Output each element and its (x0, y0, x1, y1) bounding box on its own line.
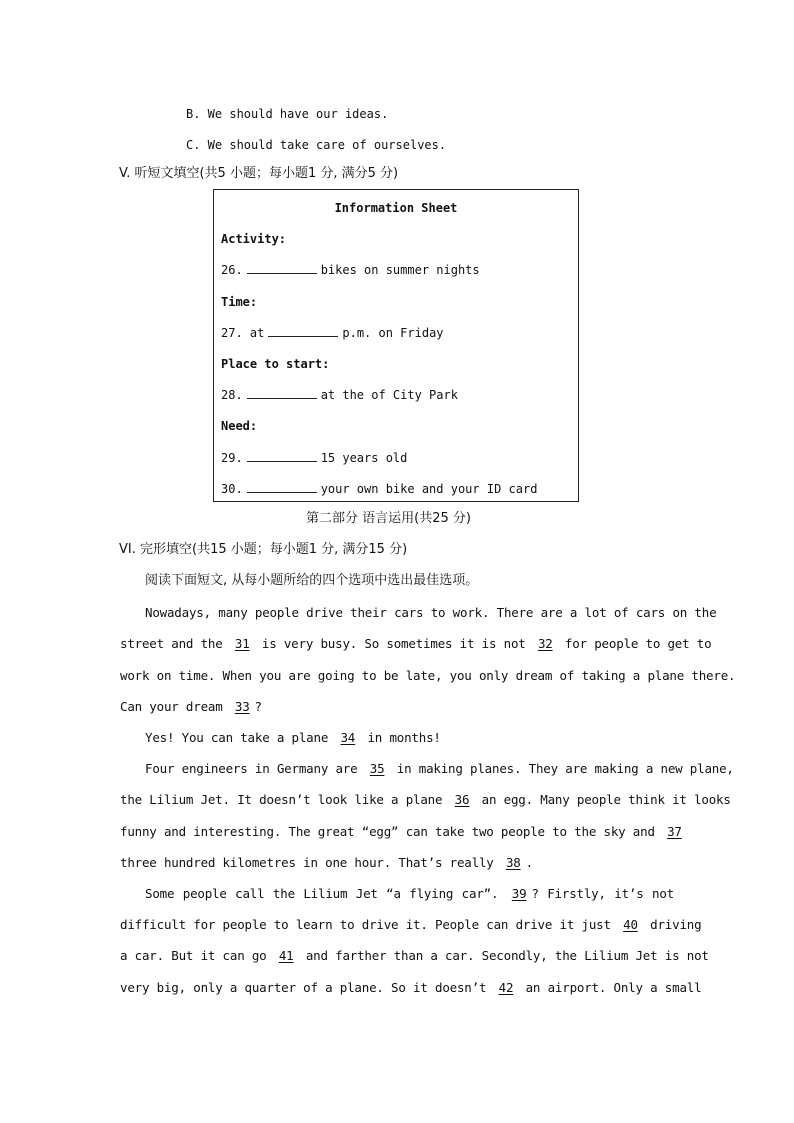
section-v-heading (119, 166, 398, 182)
q29-number: 29. (221, 451, 243, 465)
p2-text-c: for people to get to (564, 636, 712, 651)
q26-number: 26. (221, 263, 243, 277)
q30-blank (247, 482, 317, 493)
p4-text-b: ? (254, 699, 262, 714)
passage-line-9 (120, 855, 533, 871)
blank-37: 37 (667, 824, 682, 839)
passage-line-2 (120, 636, 712, 652)
question-28 (221, 387, 458, 403)
p9-text-b: . (525, 855, 533, 870)
p4-text-a: Can your dream (120, 699, 223, 714)
q30-number: 30. (221, 482, 243, 496)
passage-line-11 (120, 917, 702, 933)
p2-text-a: street and the (120, 636, 223, 651)
p12-text-b: and farther than a car. Secondly, the Lilium Jet is not (305, 948, 709, 963)
passage-line-3: work on time. When you are going to be late, you only dream of taking a plane there. (120, 668, 736, 683)
q27-text: p.m. on Friday (342, 326, 444, 340)
p9-text-a: three hundred kilometres in one hour. That’s really (120, 855, 494, 870)
blank-35: 35 (369, 761, 385, 776)
blank-33: 33 (234, 699, 250, 714)
question-26 (221, 262, 480, 278)
activity-label: Activity: (221, 232, 287, 246)
passage-line-8 (120, 824, 682, 840)
passage-line-4 (120, 699, 262, 715)
blank-38: 38 (505, 855, 521, 870)
p13-text-a: very big, only a quarter of a plane. So it doesn’t (120, 980, 487, 995)
place-label: Place to start: (221, 357, 330, 371)
section-vi-heading: VI. 完形填空(共15 小题；每小题1 分, 满分15 分) (119, 542, 408, 557)
p6-text-a: Four engineers in Germany are (145, 761, 358, 776)
p10-text-b: ? Firstly, it’s not (531, 886, 675, 901)
passage-line-13 (120, 980, 702, 996)
need-label: Need: (221, 419, 258, 433)
q29-blank (247, 451, 317, 462)
p13-text-b: an airport. Only a small (525, 980, 702, 995)
blank-41: 41 (278, 948, 294, 963)
passage-line-12 (120, 948, 709, 964)
q29-text: 15 years old (320, 451, 408, 465)
q28-text: at the of City Park (320, 388, 458, 402)
blank-39: 39 (511, 886, 527, 901)
p2-text-b: is very busy. So sometimes it is not (261, 636, 526, 651)
blank-42: 42 (498, 980, 514, 995)
blank-31: 31 (234, 636, 250, 651)
q30-text: your own bike and your ID card (320, 482, 538, 496)
q27-blank (268, 326, 338, 337)
question-30 (221, 481, 537, 497)
passage-line-6 (145, 761, 734, 777)
q28-blank (247, 388, 317, 399)
q28-number: 28. (221, 388, 243, 402)
q27-pre: at (249, 326, 265, 340)
passage-line-10 (145, 886, 674, 902)
passage-line-7 (120, 792, 731, 808)
p5-text-b: in months! (367, 730, 441, 745)
question-27 (221, 325, 444, 341)
section-v-heading-text: V. 听短文填空(共5 小题；每小题1 分, 满分5 分) (119, 166, 399, 181)
question-29 (221, 450, 407, 466)
p8-text-a: funny and interesting. The great “egg” can take two people to the sky and (120, 824, 655, 839)
info-sheet-title: Information Sheet (334, 201, 458, 215)
blank-36: 36 (454, 792, 470, 807)
passage-line-5 (145, 730, 441, 746)
blank-34: 34 (340, 730, 356, 745)
p11-text-a: difficult for people to learn to drive it. People can drive it just (120, 917, 611, 932)
q26-text: bikes on summer nights (320, 263, 480, 277)
passage-line-1: Nowadays, many people drive their cars to work. There are a lot of cars on the (145, 605, 717, 620)
p6-text-b: in making planes. They are making a new plane, (396, 761, 734, 776)
q26-blank (247, 263, 317, 274)
information-sheet (213, 189, 579, 502)
p7-text-b: an egg. Many people think it looks (481, 792, 731, 807)
section-vi-instruction: 阅读下面短文, 从每小题所给的四个选项中选出最佳选项。 (145, 573, 479, 588)
p11-text-b: driving (650, 917, 702, 932)
time-label: Time: (221, 295, 258, 309)
p7-text-a: the Lilium Jet. It doesn’t look like a plane (120, 792, 443, 807)
p5-text-a: Yes! You can take a plane (145, 730, 329, 745)
blank-40: 40 (623, 917, 638, 932)
p10-text-a: Some people call the Lilium Jet “a flying car”. (145, 886, 499, 901)
q27-number: 27. (221, 326, 243, 340)
option-b: B. We should have our ideas. (186, 107, 389, 121)
p12-text-a: a car. But it can go (120, 948, 267, 963)
option-c: C. We should take care of ourselves. (186, 138, 447, 152)
part-two-heading: 第二部分 语言运用(共25 分) (306, 511, 471, 526)
blank-32: 32 (537, 636, 553, 651)
